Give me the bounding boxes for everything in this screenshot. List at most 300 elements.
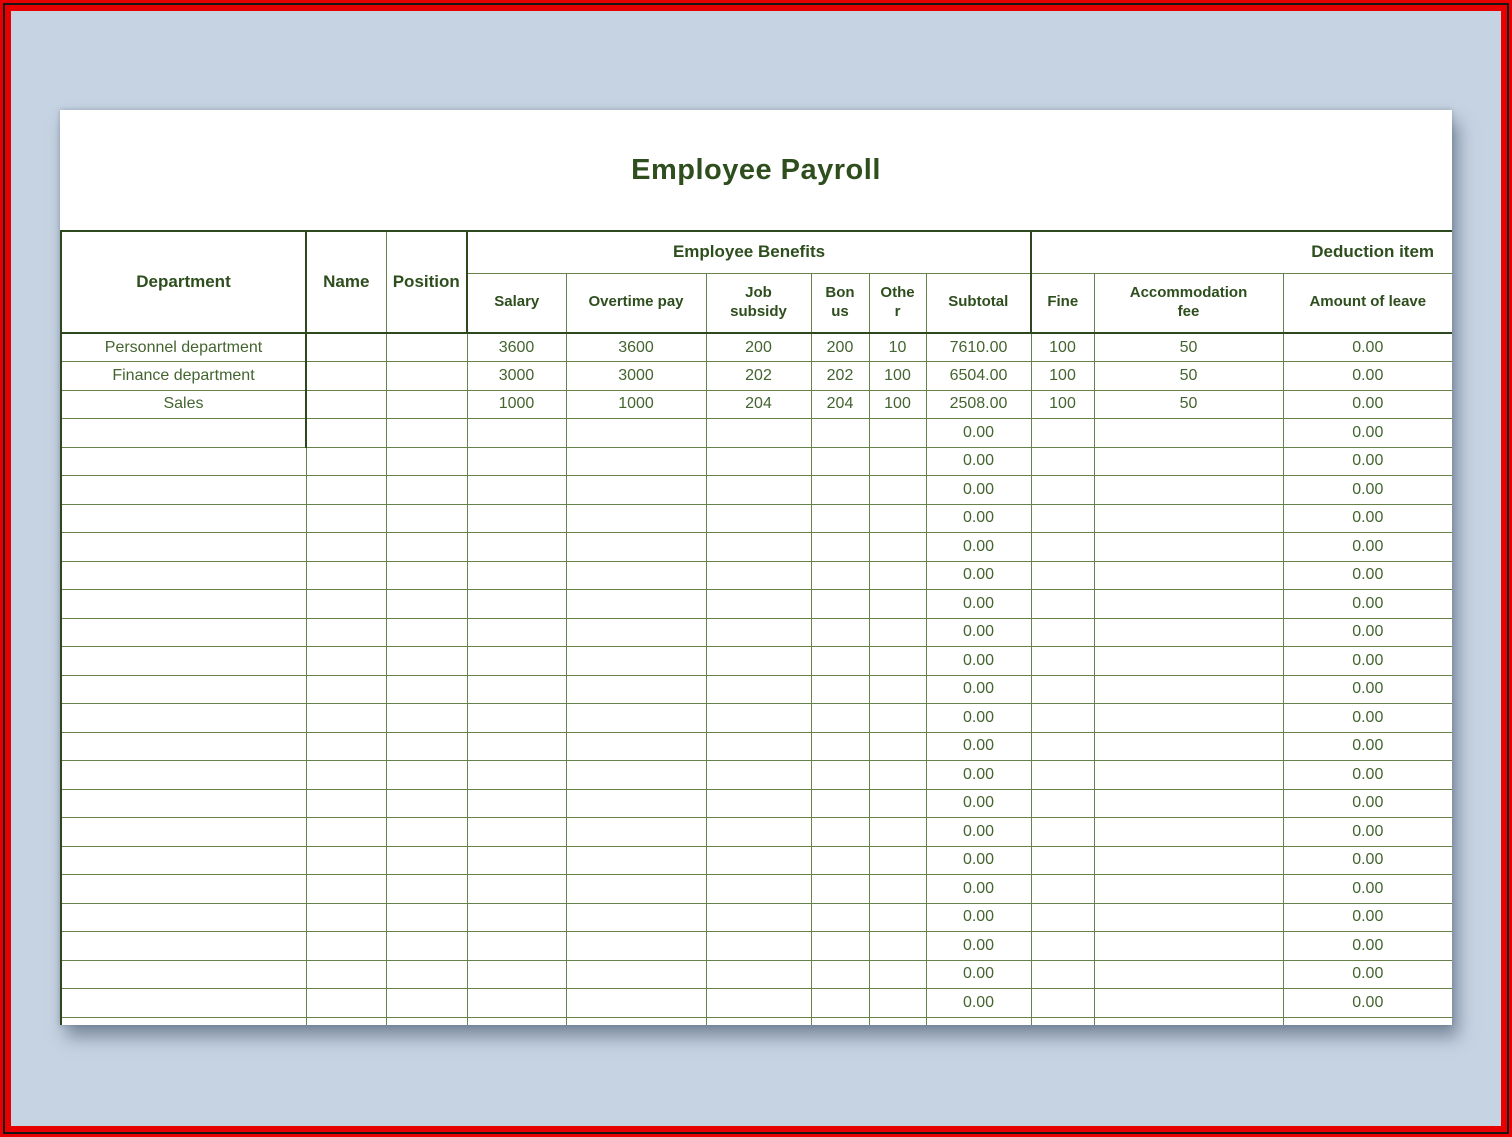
cell-accommodation-fee[interactable] — [1094, 989, 1283, 1018]
cell-fine[interactable] — [1031, 476, 1094, 505]
cell-job-subsidy[interactable] — [706, 960, 811, 989]
cell-subtotal[interactable]: 0.00 — [926, 960, 1031, 989]
cell-subtotal[interactable]: 0.00 — [926, 419, 1031, 448]
cell-fine[interactable] — [1031, 590, 1094, 619]
cell-other[interactable] — [869, 419, 926, 448]
cell-bonus[interactable] — [811, 419, 869, 448]
cell-bonus[interactable] — [811, 675, 869, 704]
cell-subtotal[interactable]: 0.00 — [926, 875, 1031, 904]
cell-overtime-pay[interactable] — [566, 960, 706, 989]
cell-department[interactable] — [61, 447, 306, 476]
cell-amount-of-leave[interactable]: 0.00 — [1283, 447, 1452, 476]
column-header-subtotal[interactable]: Subtotal — [926, 273, 1031, 333]
cell-bonus[interactable] — [811, 447, 869, 476]
cell-accommodation-fee[interactable] — [1094, 932, 1283, 961]
cell-name[interactable] — [306, 789, 386, 818]
cell-subtotal[interactable]: 0.00 — [926, 590, 1031, 619]
cell-overtime-pay[interactable]: 3000 — [566, 362, 706, 391]
cell-amount-of-leave[interactable]: 0.00 — [1283, 732, 1452, 761]
cell-position[interactable] — [386, 590, 467, 619]
cell-fine[interactable] — [1031, 533, 1094, 562]
cell-fine[interactable] — [1031, 675, 1094, 704]
column-header-other[interactable]: Other — [869, 273, 926, 333]
cell-department[interactable] — [61, 960, 306, 989]
cell-amount-of-leave[interactable]: 0.00 — [1283, 846, 1452, 875]
cell-salary[interactable] — [467, 476, 566, 505]
cell-bonus[interactable] — [811, 932, 869, 961]
cell-fine[interactable] — [1031, 618, 1094, 647]
cell-fine[interactable] — [1031, 419, 1094, 448]
cell-other[interactable] — [869, 618, 926, 647]
cell-amount-of-leave[interactable]: 0.00 — [1283, 989, 1452, 1018]
cell-overtime-pay[interactable] — [566, 875, 706, 904]
cell-amount-of-leave[interactable]: 0.00 — [1283, 789, 1452, 818]
cell-name[interactable] — [306, 675, 386, 704]
cell-fine[interactable] — [1031, 903, 1094, 932]
cell-bonus[interactable] — [811, 789, 869, 818]
cell-bonus[interactable] — [811, 761, 869, 790]
cell-position[interactable] — [386, 846, 467, 875]
cell-bonus[interactable] — [811, 704, 869, 733]
cell-overtime-pay[interactable] — [566, 932, 706, 961]
cell-overtime-pay[interactable]: 1000 — [566, 390, 706, 419]
cell-amount-of-leave[interactable]: 0.00 — [1283, 362, 1452, 391]
cell-position[interactable] — [386, 447, 467, 476]
cell-position[interactable] — [386, 476, 467, 505]
column-header-salary[interactable]: Salary — [467, 273, 566, 333]
cell-amount-of-leave[interactable]: 0.00 — [1283, 903, 1452, 932]
cell-job-subsidy[interactable] — [706, 590, 811, 619]
cell-bonus[interactable] — [811, 818, 869, 847]
cell-subtotal[interactable]: 0.00 — [926, 761, 1031, 790]
cell-department[interactable] — [61, 761, 306, 790]
cell-accommodation-fee[interactable] — [1094, 761, 1283, 790]
cell-subtotal[interactable]: 0.00 — [926, 732, 1031, 761]
cell-subtotal[interactable]: 0.00 — [926, 618, 1031, 647]
cell-position[interactable] — [386, 761, 467, 790]
cell-job-subsidy[interactable] — [706, 989, 811, 1018]
cell-name[interactable] — [306, 419, 386, 448]
cell-other[interactable] — [869, 903, 926, 932]
cell-position[interactable] — [386, 675, 467, 704]
cell-subtotal[interactable]: 0.00 — [926, 818, 1031, 847]
cell-overtime-pay[interactable] — [566, 704, 706, 733]
cell-bonus[interactable] — [811, 590, 869, 619]
cell-name[interactable] — [306, 647, 386, 676]
cell-overtime-pay[interactable] — [566, 1017, 706, 1025]
cell-overtime-pay[interactable] — [566, 504, 706, 533]
column-header-fine[interactable]: Fine — [1031, 273, 1094, 333]
cell-fine[interactable] — [1031, 704, 1094, 733]
cell-accommodation-fee[interactable] — [1094, 447, 1283, 476]
cell-department[interactable] — [61, 875, 306, 904]
cell-position[interactable] — [386, 647, 467, 676]
cell-position[interactable] — [386, 419, 467, 448]
cell-subtotal[interactable]: 0.00 — [926, 647, 1031, 676]
cell-overtime-pay[interactable] — [566, 476, 706, 505]
cell-department[interactable] — [61, 533, 306, 562]
cell-name[interactable] — [306, 390, 386, 419]
cell-subtotal[interactable] — [926, 1017, 1031, 1025]
cell-accommodation-fee[interactable] — [1094, 533, 1283, 562]
cell-bonus[interactable] — [811, 846, 869, 875]
cell-overtime-pay[interactable] — [566, 818, 706, 847]
cell-fine[interactable] — [1031, 818, 1094, 847]
cell-position[interactable] — [386, 390, 467, 419]
cell-fine[interactable] — [1031, 932, 1094, 961]
cell-accommodation-fee[interactable] — [1094, 846, 1283, 875]
cell-accommodation-fee[interactable] — [1094, 647, 1283, 676]
cell-subtotal[interactable]: 0.00 — [926, 447, 1031, 476]
cell-job-subsidy[interactable] — [706, 903, 811, 932]
cell-job-subsidy[interactable]: 202 — [706, 362, 811, 391]
cell-name[interactable] — [306, 618, 386, 647]
cell-salary[interactable] — [467, 504, 566, 533]
cell-other[interactable] — [869, 932, 926, 961]
cell-overtime-pay[interactable] — [566, 789, 706, 818]
cell-name[interactable] — [306, 818, 386, 847]
cell-subtotal[interactable]: 0.00 — [926, 533, 1031, 562]
cell-position[interactable] — [386, 362, 467, 391]
cell-other[interactable]: 100 — [869, 390, 926, 419]
cell-amount-of-leave[interactable]: 0.00 — [1283, 476, 1452, 505]
cell-name[interactable] — [306, 732, 386, 761]
cell-accommodation-fee[interactable]: 50 — [1094, 333, 1283, 362]
cell-job-subsidy[interactable]: 200 — [706, 333, 811, 362]
cell-department[interactable] — [61, 504, 306, 533]
cell-department[interactable] — [61, 846, 306, 875]
column-header-job-subsidy[interactable]: Job subsidy — [706, 273, 811, 333]
cell-department[interactable] — [61, 732, 306, 761]
cell-department[interactable] — [61, 932, 306, 961]
cell-overtime-pay[interactable] — [566, 618, 706, 647]
cell-overtime-pay[interactable] — [566, 989, 706, 1018]
cell-other[interactable] — [869, 504, 926, 533]
cell-bonus[interactable] — [811, 533, 869, 562]
cell-bonus[interactable] — [811, 1017, 869, 1025]
cell-salary[interactable] — [467, 618, 566, 647]
cell-fine[interactable] — [1031, 989, 1094, 1018]
cell-amount-of-leave[interactable]: 0.00 — [1283, 561, 1452, 590]
cell-job-subsidy[interactable] — [706, 818, 811, 847]
cell-accommodation-fee[interactable] — [1094, 476, 1283, 505]
cell-department[interactable] — [61, 618, 306, 647]
cell-job-subsidy[interactable]: 204 — [706, 390, 811, 419]
cell-department[interactable] — [61, 419, 306, 448]
cell-amount-of-leave[interactable]: 0.00 — [1283, 875, 1452, 904]
cell-job-subsidy[interactable] — [706, 761, 811, 790]
cell-accommodation-fee[interactable] — [1094, 590, 1283, 619]
cell-overtime-pay[interactable] — [566, 590, 706, 619]
cell-other[interactable] — [869, 960, 926, 989]
cell-other[interactable]: 100 — [869, 362, 926, 391]
cell-other[interactable] — [869, 533, 926, 562]
cell-salary[interactable] — [467, 647, 566, 676]
cell-other[interactable] — [869, 789, 926, 818]
cell-salary[interactable] — [467, 590, 566, 619]
cell-department[interactable] — [61, 704, 306, 733]
cell-subtotal[interactable]: 0.00 — [926, 675, 1031, 704]
cell-fine[interactable] — [1031, 732, 1094, 761]
cell-overtime-pay[interactable] — [566, 647, 706, 676]
cell-other[interactable] — [869, 818, 926, 847]
cell-department[interactable]: Personnel department — [61, 333, 306, 362]
cell-salary[interactable]: 1000 — [467, 390, 566, 419]
cell-name[interactable] — [306, 476, 386, 505]
cell-other[interactable] — [869, 447, 926, 476]
cell-salary[interactable] — [467, 419, 566, 448]
cell-salary[interactable] — [467, 903, 566, 932]
cell-amount-of-leave[interactable]: 0.00 — [1283, 647, 1452, 676]
cell-fine[interactable]: 100 — [1031, 333, 1094, 362]
cell-department[interactable] — [61, 818, 306, 847]
cell-department[interactable] — [61, 476, 306, 505]
column-header-name[interactable]: Name — [306, 231, 386, 333]
cell-amount-of-leave[interactable]: 0.00 — [1283, 533, 1452, 562]
cell-salary[interactable]: 3600 — [467, 333, 566, 362]
cell-name[interactable] — [306, 875, 386, 904]
cell-position[interactable] — [386, 903, 467, 932]
cell-bonus[interactable] — [811, 903, 869, 932]
cell-fine[interactable]: 100 — [1031, 362, 1094, 391]
cell-overtime-pay[interactable] — [566, 561, 706, 590]
cell-position[interactable] — [386, 704, 467, 733]
cell-subtotal[interactable]: 0.00 — [926, 504, 1031, 533]
cell-overtime-pay[interactable] — [566, 732, 706, 761]
column-header-department[interactable]: Department — [61, 231, 306, 333]
cell-job-subsidy[interactable] — [706, 419, 811, 448]
cell-position[interactable] — [386, 618, 467, 647]
cell-name[interactable] — [306, 932, 386, 961]
cell-overtime-pay[interactable] — [566, 761, 706, 790]
column-header-overtime-pay[interactable]: Overtime pay — [566, 273, 706, 333]
cell-amount-of-leave[interactable]: 0.00 — [1283, 419, 1452, 448]
cell-department[interactable] — [61, 675, 306, 704]
cell-salary[interactable] — [467, 846, 566, 875]
cell-bonus[interactable] — [811, 875, 869, 904]
cell-position[interactable] — [386, 504, 467, 533]
cell-department[interactable] — [61, 789, 306, 818]
cell-overtime-pay[interactable] — [566, 419, 706, 448]
cell-job-subsidy[interactable] — [706, 561, 811, 590]
cell-other[interactable] — [869, 476, 926, 505]
cell-accommodation-fee[interactable] — [1094, 618, 1283, 647]
cell-other[interactable] — [869, 732, 926, 761]
cell-name[interactable] — [306, 989, 386, 1018]
cell-name[interactable] — [306, 960, 386, 989]
cell-bonus[interactable] — [811, 561, 869, 590]
group-header-deduction-item[interactable]: Deduction item — [1031, 231, 1452, 273]
cell-subtotal[interactable]: 0.00 — [926, 846, 1031, 875]
cell-subtotal[interactable]: 0.00 — [926, 903, 1031, 932]
cell-amount-of-leave[interactable]: 0.00 — [1283, 761, 1452, 790]
cell-job-subsidy[interactable] — [706, 647, 811, 676]
cell-job-subsidy[interactable] — [706, 875, 811, 904]
cell-accommodation-fee[interactable] — [1094, 561, 1283, 590]
cell-department[interactable] — [61, 561, 306, 590]
cell-job-subsidy[interactable] — [706, 447, 811, 476]
cell-position[interactable] — [386, 789, 467, 818]
cell-name[interactable] — [306, 561, 386, 590]
cell-bonus[interactable]: 204 — [811, 390, 869, 419]
cell-accommodation-fee[interactable] — [1094, 789, 1283, 818]
cell-fine[interactable] — [1031, 875, 1094, 904]
cell-job-subsidy[interactable] — [706, 533, 811, 562]
cell-accommodation-fee[interactable] — [1094, 903, 1283, 932]
cell-salary[interactable] — [467, 789, 566, 818]
cell-job-subsidy[interactable] — [706, 789, 811, 818]
cell-other[interactable] — [869, 704, 926, 733]
cell-accommodation-fee[interactable]: 50 — [1094, 362, 1283, 391]
cell-name[interactable] — [306, 362, 386, 391]
cell-position[interactable] — [386, 1017, 467, 1025]
cell-bonus[interactable]: 202 — [811, 362, 869, 391]
cell-accommodation-fee[interactable] — [1094, 732, 1283, 761]
cell-subtotal[interactable]: 0.00 — [926, 561, 1031, 590]
cell-name[interactable] — [306, 704, 386, 733]
cell-salary[interactable] — [467, 818, 566, 847]
cell-accommodation-fee[interactable] — [1094, 504, 1283, 533]
cell-job-subsidy[interactable] — [706, 932, 811, 961]
cell-bonus[interactable] — [811, 960, 869, 989]
cell-fine[interactable] — [1031, 789, 1094, 818]
cell-position[interactable] — [386, 333, 467, 362]
cell-bonus[interactable] — [811, 618, 869, 647]
cell-department[interactable] — [61, 903, 306, 932]
cell-salary[interactable] — [467, 675, 566, 704]
cell-accommodation-fee[interactable] — [1094, 704, 1283, 733]
cell-other[interactable] — [869, 675, 926, 704]
cell-position[interactable] — [386, 932, 467, 961]
group-header-employee-benefits[interactable]: Employee Benefits — [467, 231, 1031, 273]
cell-amount-of-leave[interactable]: 0.00 — [1283, 333, 1452, 362]
column-header-position[interactable]: Position — [386, 231, 467, 333]
cell-department[interactable] — [61, 647, 306, 676]
cell-name[interactable] — [306, 590, 386, 619]
cell-amount-of-leave[interactable]: 0.00 — [1283, 504, 1452, 533]
cell-other[interactable] — [869, 1017, 926, 1025]
cell-accommodation-fee[interactable] — [1094, 1017, 1283, 1025]
cell-accommodation-fee[interactable]: 50 — [1094, 390, 1283, 419]
cell-subtotal[interactable]: 0.00 — [926, 789, 1031, 818]
cell-fine[interactable] — [1031, 647, 1094, 676]
cell-position[interactable] — [386, 732, 467, 761]
column-header-bonus[interactable]: Bonus — [811, 273, 869, 333]
cell-amount-of-leave[interactable]: 0.00 — [1283, 818, 1452, 847]
cell-salary[interactable] — [467, 1017, 566, 1025]
cell-salary[interactable] — [467, 761, 566, 790]
cell-name[interactable] — [306, 1017, 386, 1025]
cell-salary[interactable] — [467, 932, 566, 961]
column-header-accommodation-fee[interactable]: Accommodation fee — [1094, 273, 1283, 333]
cell-salary[interactable] — [467, 732, 566, 761]
cell-other[interactable] — [869, 846, 926, 875]
column-header-amount-of-leave[interactable]: Amount of leave — [1283, 273, 1452, 333]
cell-bonus[interactable] — [811, 647, 869, 676]
cell-salary[interactable]: 3000 — [467, 362, 566, 391]
cell-fine[interactable] — [1031, 1017, 1094, 1025]
cell-other[interactable] — [869, 989, 926, 1018]
cell-department[interactable]: Finance department — [61, 362, 306, 391]
cell-job-subsidy[interactable] — [706, 504, 811, 533]
cell-job-subsidy[interactable] — [706, 675, 811, 704]
cell-accommodation-fee[interactable] — [1094, 875, 1283, 904]
cell-salary[interactable] — [467, 960, 566, 989]
cell-position[interactable] — [386, 875, 467, 904]
cell-fine[interactable] — [1031, 761, 1094, 790]
cell-name[interactable] — [306, 504, 386, 533]
cell-name[interactable] — [306, 533, 386, 562]
cell-amount-of-leave[interactable]: 0.00 — [1283, 960, 1452, 989]
cell-salary[interactable] — [467, 533, 566, 562]
cell-name[interactable] — [306, 333, 386, 362]
cell-subtotal[interactable]: 7610.00 — [926, 333, 1031, 362]
cell-department[interactable] — [61, 1017, 306, 1025]
cell-bonus[interactable] — [811, 504, 869, 533]
cell-bonus[interactable] — [811, 732, 869, 761]
cell-amount-of-leave[interactable] — [1283, 1017, 1452, 1025]
cell-amount-of-leave[interactable]: 0.00 — [1283, 675, 1452, 704]
cell-fine[interactable] — [1031, 561, 1094, 590]
cell-overtime-pay[interactable] — [566, 903, 706, 932]
cell-subtotal[interactable]: 6504.00 — [926, 362, 1031, 391]
cell-job-subsidy[interactable] — [706, 618, 811, 647]
cell-fine[interactable] — [1031, 846, 1094, 875]
cell-other[interactable] — [869, 761, 926, 790]
cell-fine[interactable] — [1031, 447, 1094, 476]
cell-other[interactable] — [869, 875, 926, 904]
cell-other[interactable] — [869, 647, 926, 676]
cell-accommodation-fee[interactable] — [1094, 675, 1283, 704]
cell-salary[interactable] — [467, 447, 566, 476]
cell-overtime-pay[interactable] — [566, 533, 706, 562]
cell-subtotal[interactable]: 0.00 — [926, 989, 1031, 1018]
cell-department[interactable] — [61, 590, 306, 619]
cell-fine[interactable]: 100 — [1031, 390, 1094, 419]
cell-fine[interactable] — [1031, 960, 1094, 989]
cell-amount-of-leave[interactable]: 0.00 — [1283, 704, 1452, 733]
cell-accommodation-fee[interactable] — [1094, 960, 1283, 989]
cell-other[interactable] — [869, 590, 926, 619]
cell-other[interactable]: 10 — [869, 333, 926, 362]
cell-department[interactable] — [61, 989, 306, 1018]
cell-overtime-pay[interactable] — [566, 675, 706, 704]
cell-job-subsidy[interactable] — [706, 1017, 811, 1025]
cell-name[interactable] — [306, 846, 386, 875]
cell-job-subsidy[interactable] — [706, 732, 811, 761]
cell-accommodation-fee[interactable] — [1094, 818, 1283, 847]
cell-subtotal[interactable]: 2508.00 — [926, 390, 1031, 419]
cell-position[interactable] — [386, 533, 467, 562]
cell-other[interactable] — [869, 561, 926, 590]
cell-name[interactable] — [306, 761, 386, 790]
cell-bonus[interactable] — [811, 989, 869, 1018]
cell-fine[interactable] — [1031, 504, 1094, 533]
cell-subtotal[interactable]: 0.00 — [926, 704, 1031, 733]
cell-salary[interactable] — [467, 875, 566, 904]
cell-accommodation-fee[interactable] — [1094, 419, 1283, 448]
cell-job-subsidy[interactable] — [706, 846, 811, 875]
cell-job-subsidy[interactable] — [706, 476, 811, 505]
cell-position[interactable] — [386, 989, 467, 1018]
cell-overtime-pay[interactable] — [566, 846, 706, 875]
cell-subtotal[interactable]: 0.00 — [926, 932, 1031, 961]
cell-amount-of-leave[interactable]: 0.00 — [1283, 618, 1452, 647]
cell-salary[interactable] — [467, 704, 566, 733]
cell-position[interactable] — [386, 561, 467, 590]
cell-bonus[interactable] — [811, 476, 869, 505]
cell-name[interactable] — [306, 903, 386, 932]
